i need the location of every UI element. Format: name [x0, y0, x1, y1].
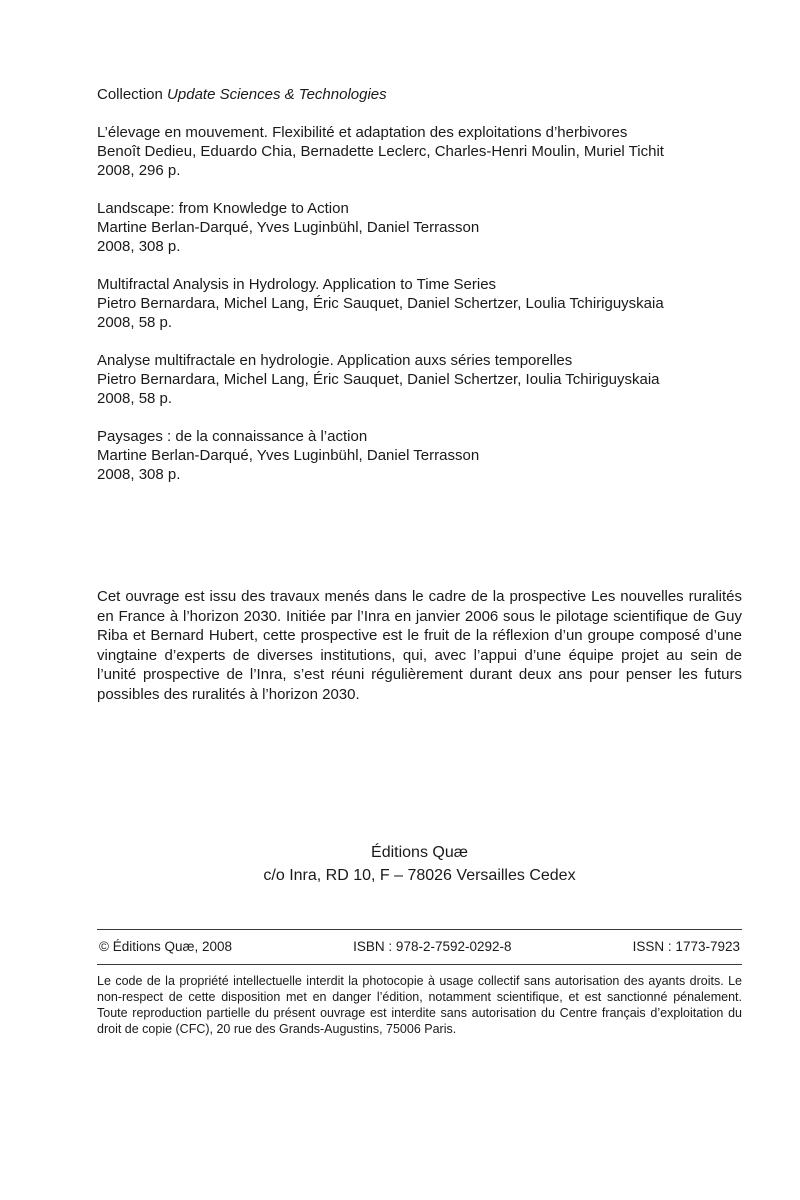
publisher-block — [97, 841, 742, 887]
book-authors: Martine Berlan-Darqué, Yves Luginbühl, Daniel Terrasson — [97, 219, 480, 236]
book-pub-info: 2008, 58 p. — [97, 314, 173, 331]
book-authors: Benoît Dedieu, Eduardo Chia, Bernadette Leclerc, Charles-Henri Moulin, Muriel Tichit — [97, 143, 664, 160]
copyright-notice: © Éditions Quæ, 2008 — [99, 939, 233, 954]
book-title: Analyse multifractale en hydrologie. Application auxs séries temporelles — [97, 352, 573, 369]
collection-label: Collection — [97, 86, 168, 103]
book-title: Landscape: from Knowledge to Action — [97, 200, 349, 217]
publisher-name: Éditions Quæ — [371, 844, 468, 861]
publisher-address: c/o Inra, RD 10, F – 78026 Versailles Cedex — [263, 867, 576, 884]
book-authors: Pietro Bernardara, Michel Lang, Éric Sauquet, Daniel Schertzer, Loulia Tchiriguyskaia — [97, 295, 664, 312]
collection-line — [97, 85, 742, 104]
book-title: Paysages : de la connaissance à l’action — [97, 428, 368, 445]
book-list — [97, 123, 742, 484]
book-entry — [97, 199, 742, 256]
book-entry — [97, 351, 742, 408]
prospective-paragraph: Cet ouvrage est issu des travaux menés dans le cadre de la prospective Les nouvelles ruralités en France à l’horizon 2030. Initiée par l’Inra en janvier 2006 sous le pilotage scientifique de Guy Riba et Bernard Hubert, cette prospective est le fruit de la réflexion d’un groupe composé d’une vingtaine d’experts de diverses institutions, qui, avec l’appui d’une équipe projet au sein de l’unité prospective de l’Inra, s’est réuni régulièrement durant deux ans pour penser les futurs possibles des ruralités à l’horizon 2030. — [97, 588, 742, 703]
book-authors: Martine Berlan-Darqué, Yves Luginbühl, Daniel Terrasson — [97, 447, 480, 464]
page-content — [97, 0, 742, 1037]
book-entry — [97, 275, 742, 332]
imprint-row — [97, 929, 742, 965]
book-title: Multifractal Analysis in Hydrology. Application to Time Series — [97, 276, 497, 293]
issn-number: ISSN : 1773-7923 — [632, 939, 740, 954]
book-pub-info: 2008, 296 p. — [97, 162, 181, 179]
legal-notice: Le code de la propriété intellectuelle interdit la photocopie à usage collectif sans autorisation des ayants droits. Le non-respect de cette disposition met en danger l’édition, notamment scientifique, et est sanctionné pénalement. Toute reproduction partielle du présent ouvrage est interdite sans autorisation du Centre français d’exploitation du droit de copie (CFC), 20 rue des Grands-Augustins, 75006 Paris. — [97, 974, 742, 1036]
book-pub-info: 2008, 308 p. — [97, 238, 181, 255]
book-entry — [97, 123, 742, 180]
book-entry — [97, 427, 742, 484]
isbn-number: ISBN : 978-2-7592-0292-8 — [353, 939, 512, 954]
book-pub-info: 2008, 308 p. — [97, 466, 181, 483]
book-title: L’élevage en mouvement. Flexibilité et adaptation des exploitations d’herbivores — [97, 124, 628, 141]
book-authors: Pietro Bernardara, Michel Lang, Éric Sauquet, Daniel Schertzer, Ioulia Tchiriguyskaia — [97, 371, 660, 388]
collection-name: Update Sciences & Technologies — [167, 86, 387, 103]
book-pub-info: 2008, 58 p. — [97, 390, 173, 407]
